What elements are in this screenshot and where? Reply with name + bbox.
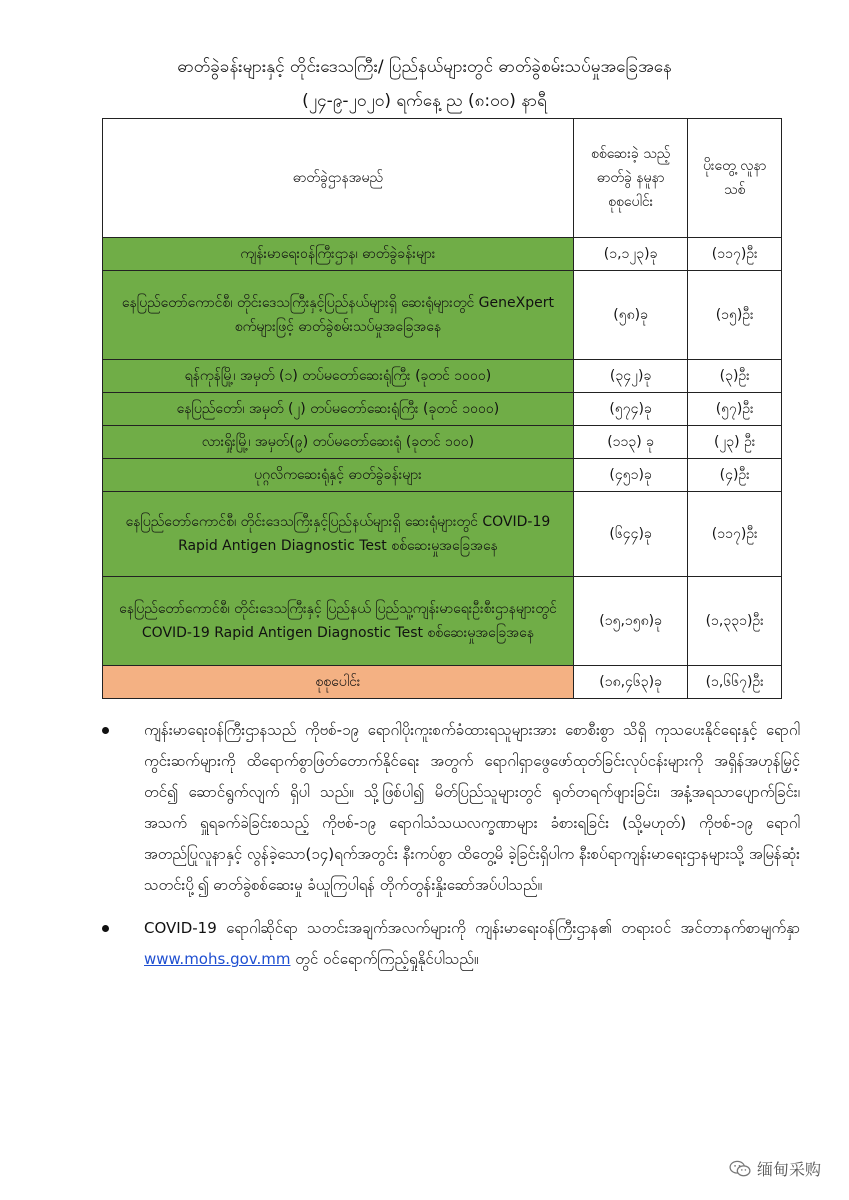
wechat-icon	[729, 1160, 751, 1178]
table-row	[103, 271, 782, 360]
total-row	[103, 666, 782, 699]
positive-cell: (၃)ဦး	[688, 360, 782, 393]
total-label: စုစုပေါင်း	[103, 666, 574, 699]
testing-table	[102, 118, 782, 699]
report-date: (၂၄-၉-၂၀၂၀) ရက်နေ့ ည (၈:၀၀) နာရီ	[302, 91, 547, 111]
bullet-icon	[102, 727, 109, 734]
notice-text	[130, 913, 800, 975]
positive-cell: (၁၅)ဦး	[688, 271, 782, 360]
tests-cell: (၄၅၁)ခု	[573, 459, 688, 492]
report-title: ဓာတ်ခွဲခန်းများနှင့် တိုင်းဒေသကြီး/ ပြည်နယ်များတွင် ဓာတ်ခွဲစမ်းသပ်မှုအခြေအနေ	[177, 57, 672, 77]
lab-name-cell: ပုဂ္ဂလိကဆေးရုံနှင့် ဓာတ်ခွဲခန်းများ	[103, 459, 574, 492]
tests-cell: (၁,၁၂၃)ခု	[573, 238, 688, 271]
lab-name-cell: နေပြည်တော်ကောင်စီ၊ တိုင်းဒေသကြီးနှင့်ပြည်နယ်များရှိ ဆေးရုံများတွင် COVID-19 Rapid Antigen Diagnostic Test စစ်ဆေးမှုအခြေအနေ	[103, 492, 574, 577]
tests-cell: (၅၇၄)ခု	[573, 393, 688, 426]
positive-cell: (၅၇)ဦး	[688, 393, 782, 426]
mohs-website-link[interactable]: www.mohs.gov.mm	[144, 950, 291, 968]
header-lab-name: ဓာတ်ခွဲဌာနအမည်	[103, 119, 574, 238]
bullet-icon	[102, 925, 109, 932]
header-new-positive: ပိုးတွေ့ လူနာသစ်	[688, 119, 782, 238]
lab-name-cell: လားရှိုးမြို့၊ အမှတ်(၉) တပ်မတော်ဆေးရုံ (ခုတင် ၁၀၀)	[103, 426, 574, 459]
header-total-tests: စစ်ဆေးခဲ့ သည့် ဓာတ်ခွဲ နမူနာ စုစုပေါင်း	[573, 119, 688, 238]
total-tests: (၁၈,၄၆၃)ခု	[573, 666, 688, 699]
notice-item	[130, 913, 800, 975]
table-row	[103, 492, 782, 577]
lab-name-cell: ရန်ကုန်မြို့၊ အမှတ် (၁) တပ်မတော်ဆေးရုံကြီး (ခုတင် ၁၀၀၀)	[103, 360, 574, 393]
tests-cell: (၃၄၂)ခု	[573, 360, 688, 393]
tests-cell: (၁၅,၁၅၈)ခု	[573, 577, 688, 666]
notice-text: ကျန်းမာရေးဝန်ကြီးဌာနသည် ကိုဗစ်-၁၉ ရောဂါပိုးကူးစက်ခံထားရသူများအား စောစီးစွာ သိရှိ ကုသပေးနိုင်ရေးနှင့် ရောဂါကွင်းဆက်များကို ထိရောက်စွာဖြတ်တောက်နိုင်ရေး အတွက် ရောဂါရှာဖွေဖော်ထုတ်ခြင်းလုပ်ငန်းများကို အရှိန်အဟုန်မြှင့်တင်၍ ဆောင်ရွက်လျက် ရှိပါ သည်။ သို့ဖြစ်ပါ၍ မိတ်ပြည်သူများတွင် ရုတ်တရက်ဖျားခြင်း၊ အနံ့အရသာပျောက်ခြင်း၊ အသက် ရှူရခက်ခဲခြင်းစသည့် ကိုဗစ်-၁၉ ရောဂါသံသယလက္ခဏာများ ခံစားရခြင်း (သို့မဟုတ်) ကိုဗစ်-၁၉ ရောဂါ အတည်ပြုလူနာနှင့် လွန်ခဲ့သော(၁၄)ရက်အတွင်း နီးကပ်စွာ ထိတွေ့မိ ခဲ့ခြင်းရှိပါက နီးစပ်ရာကျန်းမာရေးဌာနများသို့ အမြန်ဆုံးသတင်းပို့၍ ဓာတ်ခွဲစစ်ဆေးမှု ခံယူကြပါရန် တိုက်တွန်းနှိုးဆော်အပ်ပါသည်။	[144, 721, 800, 894]
notice-text-start: COVID-19 ရောဂါဆိုင်ရာ သတင်းအချက်အလက်များကို ကျန်းမာရေးဝန်ကြီးဌာန၏ တရားဝင် အင်တာနက်စာမျက်နှာ	[144, 919, 800, 937]
tests-cell: (၅၈)ခု	[573, 271, 688, 360]
lab-name-cell: ကျန်းမာရေးဝန်ကြီးဌာန၊ ဓာတ်ခွဲခန်းများ	[103, 238, 574, 271]
notice-list	[130, 715, 800, 987]
table-row	[103, 426, 782, 459]
lab-name-cell: နေပြည်တော်ကောင်စီ၊ တိုင်းဒေသကြီးနှင့် ပြည်နယ် ပြည်သူ့ကျန်းမာရေးဦးစီးဌာနများတွင် COVID-19 Rapid Antigen Diagnostic Test စစ်ဆေးမှုအခြေအနေ	[103, 577, 574, 666]
watermark-text: 缅甸采购	[756, 1160, 821, 1179]
table-row	[103, 238, 782, 271]
tests-cell: (၆၄၄)ခု	[573, 492, 688, 577]
table-row	[103, 393, 782, 426]
positive-cell: (၁၁၇)ဦး	[688, 492, 782, 577]
positive-cell: (၁,၃၃၁)ဦး	[688, 577, 782, 666]
notice-item	[130, 715, 800, 901]
tests-cell: (၁၁၃) ခု	[573, 426, 688, 459]
table-row	[103, 360, 782, 393]
positive-cell: (၂၃) ဦး	[688, 426, 782, 459]
positive-cell: (၁၁၇)ဦး	[688, 238, 782, 271]
table-row	[103, 459, 782, 492]
lab-name-cell: နေပြည်တော်၊ အမှတ် (၂) တပ်မတော်ဆေးရုံကြီး (ခုတင် ၁၀၀၀)	[103, 393, 574, 426]
watermark	[729, 1157, 821, 1180]
positive-cell: (၄)ဦး	[688, 459, 782, 492]
notice-text-end: တွင် ဝင်ရောက်ကြည့်ရှုနိုင်ပါသည်။	[290, 950, 479, 968]
lab-name-cell: နေပြည်တော်ကောင်စီ၊ တိုင်းဒေသကြီးနှင့်ပြည်နယ်များရှိ ဆေးရုံများတွင် GeneXpert စက်များဖြင့် ဓာတ်ခွဲစမ်းသပ်မှုအခြေအနေ	[103, 271, 574, 360]
table-header-row	[103, 119, 782, 238]
table-row	[103, 577, 782, 666]
total-positive: (၁,၆၆၇)ဦး	[688, 666, 782, 699]
